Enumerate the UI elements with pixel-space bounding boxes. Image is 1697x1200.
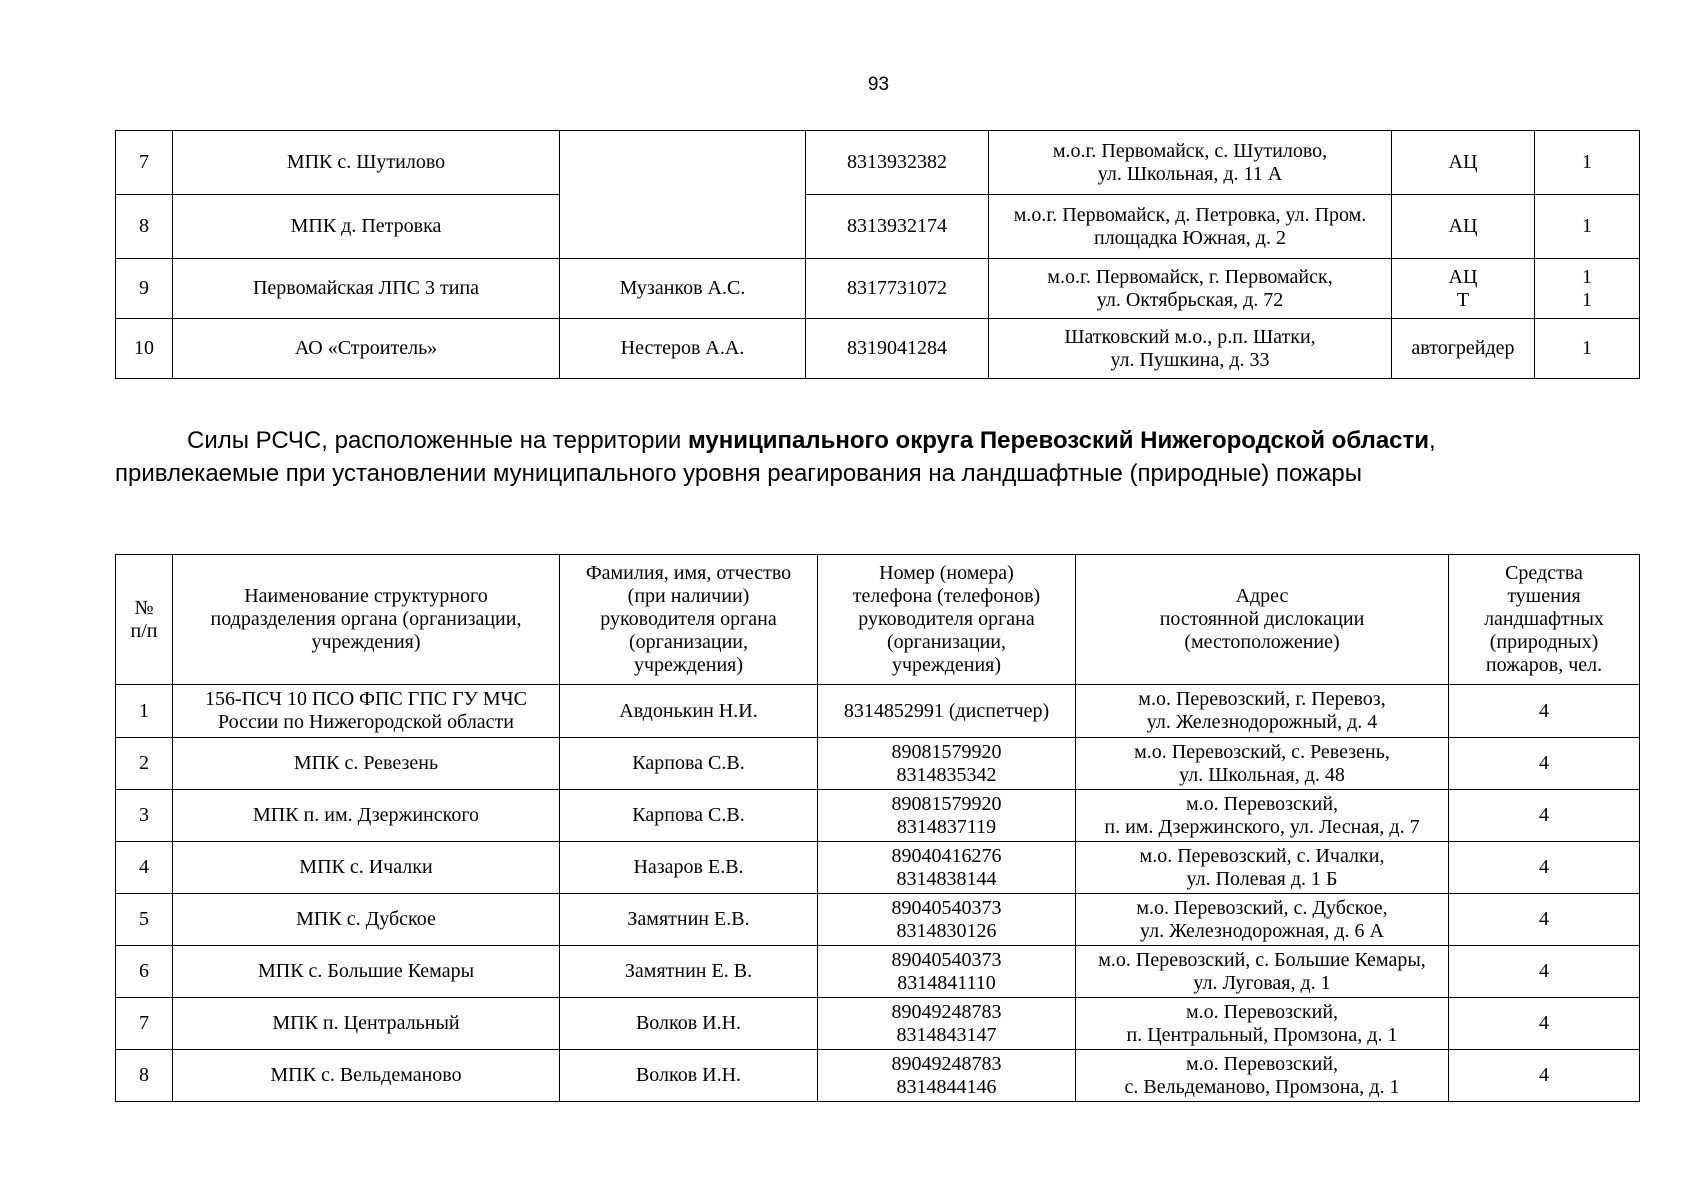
- equipment-cell: [1392, 195, 1535, 259]
- phone-number: 8314852991 (диспетчер): [843, 699, 1050, 722]
- table-header-row: [116, 555, 1640, 685]
- phone-number: 8313932174: [847, 215, 947, 237]
- equipment-type: АЦ: [1448, 265, 1478, 288]
- unit-name: МПК п. Центральный: [173, 998, 560, 1050]
- phone-cell: [818, 946, 1076, 998]
- phone-cell: [818, 894, 1076, 946]
- means-count: 4: [1449, 738, 1640, 790]
- count-cell: [1535, 259, 1640, 319]
- address-line: ул. Школьная, д. 11 А: [1097, 162, 1283, 185]
- address-line: м.о. Перевозский, с. Дубское,: [1136, 896, 1388, 919]
- equipment-cell: [1392, 319, 1535, 379]
- phone-cell: [818, 738, 1076, 790]
- address-line: м.о.г. Первомайск, д. Петровка, ул. Пром.: [1013, 203, 1367, 226]
- equipment-count: 1: [1582, 288, 1592, 311]
- equipment-type: Т: [1456, 288, 1470, 311]
- means-count: 4: [1449, 894, 1640, 946]
- address-line: ул. Железнодорожная, д. 6 А: [1140, 919, 1384, 942]
- section-heading: [115, 424, 1639, 490]
- phone-cell: [818, 998, 1076, 1050]
- heading-text: привлекаемые при установлении муниципального уровня реагирования на ландшафтные (природные) пожары: [115, 460, 1363, 487]
- head-name: Музанков А.С.: [560, 259, 806, 319]
- table-row: [116, 319, 1640, 379]
- means-count: 4: [1449, 946, 1640, 998]
- address-line: м.о.г. Первомайск, г. Первомайск,: [1047, 265, 1333, 288]
- phone-number: 8314835342: [896, 763, 997, 786]
- column-header-head-name: Фамилия, имя, отчество (при наличии) руководителя органа (организации, учреждения): [560, 555, 818, 685]
- table-row: [116, 1050, 1640, 1102]
- count-cell: [1535, 131, 1640, 195]
- head-name: Назаров Е.В.: [560, 842, 818, 894]
- means-count: 4: [1449, 842, 1640, 894]
- phone-number: 8314838144: [896, 867, 997, 890]
- means-count: 4: [1449, 998, 1640, 1050]
- means-count: 4: [1449, 685, 1640, 738]
- phone-cell: [818, 1050, 1076, 1102]
- phone-cell: [818, 685, 1076, 738]
- unit-name: МПК с. Большие Кемары: [173, 946, 560, 998]
- row-number: 8: [116, 195, 173, 259]
- column-header-number: № п/п: [116, 555, 173, 685]
- head-name: Замятнин Е. В.: [560, 946, 818, 998]
- table-row: [116, 894, 1640, 946]
- address-line: ул. Луговая, д. 1: [1193, 971, 1331, 994]
- row-number: 7: [116, 131, 173, 195]
- row-number: 6: [116, 946, 173, 998]
- phone-number: 8314841110: [897, 971, 996, 994]
- phone-number: 89081579920: [891, 740, 1002, 763]
- phone-cell: [818, 790, 1076, 842]
- row-number: 7: [116, 998, 173, 1050]
- perevoz-forces-table: [115, 554, 1640, 1102]
- equipment-type: АЦ: [1448, 151, 1478, 173]
- address-cell: [1076, 894, 1449, 946]
- table-row: [116, 790, 1640, 842]
- address-line: ул. Железнодорожный, д. 4: [1146, 711, 1378, 733]
- equipment-count: 1: [1582, 151, 1592, 173]
- unit-name: МПК с. Ревезень: [173, 738, 560, 790]
- address-cell: [1076, 842, 1449, 894]
- table-row: [116, 946, 1640, 998]
- head-name: Карпова С.В.: [560, 738, 818, 790]
- phone-number: 8314837119: [896, 815, 997, 838]
- address-cell: [1076, 685, 1449, 738]
- row-number: 4: [116, 842, 173, 894]
- phone-cell: [806, 259, 989, 319]
- unit-name: МПК с. Шутилово: [173, 131, 560, 195]
- unit-name: МПК п. им. Дзержинского: [173, 790, 560, 842]
- equipment-count: 1: [1582, 265, 1592, 288]
- address-line: ул. Октябрьская, д. 72: [1096, 288, 1284, 311]
- head-name: Карпова С.В.: [560, 790, 818, 842]
- address-line: ул. Школьная, д. 48: [1179, 763, 1345, 786]
- head-name: Нестеров А.А.: [560, 319, 806, 379]
- address-line: м.о.г. Первомайск, с. Шутилово,: [1052, 139, 1328, 162]
- address-cell: [989, 131, 1392, 195]
- address-line: с. Вельдеманово, Промзона, д. 1: [1124, 1075, 1400, 1098]
- table-row: [116, 738, 1640, 790]
- equipment-cell: [1392, 259, 1535, 319]
- heading-bold-text: муниципального округа Перевозский Нижегородской области: [687, 427, 1430, 454]
- table-row: [116, 259, 1640, 319]
- phone-number: 8313932382: [847, 151, 947, 173]
- unit-name: 156-ПСЧ 10 ПСО ФПС ГПС ГУ МЧС России по Нижегородской области: [173, 685, 560, 738]
- phone-number: 89049248783: [891, 1052, 1002, 1075]
- equipment-count: 1: [1582, 215, 1592, 237]
- equipment-type: АЦ: [1448, 215, 1478, 237]
- address-line: Шатковский м.о., р.п. Шатки,: [1064, 325, 1316, 348]
- address-cell: [1076, 790, 1449, 842]
- column-header-phone: Номер (номера) телефона (телефонов) руководителя органа (организации, учреждения): [818, 555, 1076, 685]
- phone-number: 89040540373: [891, 948, 1002, 971]
- unit-name: МПК с. Вельдеманово: [173, 1050, 560, 1102]
- table-row: [116, 998, 1640, 1050]
- address-cell: [989, 195, 1392, 259]
- phone-cell: [806, 195, 989, 259]
- row-number: 10: [116, 319, 173, 379]
- page-number: 93: [867, 74, 890, 95]
- address-line: площадка Южная, д. 2: [1093, 226, 1286, 249]
- address-cell: [1076, 738, 1449, 790]
- phone-number: 8314844146: [896, 1075, 997, 1098]
- column-header-means: Средства тушения ландшафтных (природных) пожаров, чел.: [1449, 555, 1640, 685]
- address-cell: [1076, 1050, 1449, 1102]
- address-line: п. Центральный, Промзона, д. 1: [1126, 1023, 1398, 1046]
- equipment-count: 1: [1582, 337, 1592, 359]
- phone-cell: [818, 842, 1076, 894]
- count-cell: [1535, 319, 1640, 379]
- address-line: м.о. Перевозский,: [1185, 1052, 1339, 1075]
- phone-number: 8314843147: [896, 1023, 997, 1046]
- means-count: 4: [1449, 790, 1640, 842]
- address-cell: [1076, 946, 1449, 998]
- equipment-cell: [1392, 131, 1535, 195]
- table-row: [116, 131, 1640, 195]
- address-line: п. им. Дзержинского, ул. Лесная, д. 7: [1104, 815, 1420, 838]
- means-count: 4: [1449, 1050, 1640, 1102]
- row-number: 1: [116, 685, 173, 738]
- address-line: м.о. Перевозский, г. Перевоз,: [1138, 688, 1386, 710]
- column-header-address: Адрес постоянной дислокации (местоположение): [1076, 555, 1449, 685]
- address-cell: [989, 259, 1392, 319]
- head-name: Авдонькин Н.И.: [560, 685, 818, 738]
- heading-text: Силы РСЧС, расположенные на территории: [187, 427, 688, 454]
- phone-number: 89040416276: [891, 844, 1002, 867]
- head-name: Волков И.Н.: [560, 1050, 818, 1102]
- row-number: 8: [116, 1050, 173, 1102]
- row-number: 9: [116, 259, 173, 319]
- address-cell: [989, 319, 1392, 379]
- unit-name: МПК д. Петровка: [173, 195, 560, 259]
- phone-number: 89081579920: [891, 792, 1002, 815]
- table-row: [116, 685, 1640, 738]
- head-name: Замятнин Е.В.: [560, 894, 818, 946]
- address-line: м.о. Перевозский, с. Ревезень,: [1134, 740, 1390, 763]
- row-number: 2: [116, 738, 173, 790]
- column-header-unit-name: Наименование структурного подразделения органа (организации, учреждения): [173, 555, 560, 685]
- phone-number: 89049248783: [891, 1000, 1002, 1023]
- equipment-type: автогрейдер: [1411, 337, 1515, 359]
- address-line: м.о. Перевозский, с. Ичалки,: [1139, 844, 1385, 867]
- head-name: [560, 131, 806, 259]
- address-line: ул. Полевая д. 1 Б: [1186, 867, 1338, 890]
- unit-name: МПК с. Ичалки: [173, 842, 560, 894]
- table-row: [116, 195, 1640, 259]
- count-cell: [1535, 195, 1640, 259]
- table-row: [116, 842, 1640, 894]
- heading-text: ,: [1429, 427, 1436, 454]
- address-line: ул. Пушкина, д. 33: [1110, 348, 1270, 371]
- phone-number: 8314830126: [896, 919, 997, 942]
- phone-number: 8317731072: [847, 277, 947, 299]
- phone-cell: [806, 131, 989, 195]
- unit-name: Первомайская ЛПС 3 типа: [173, 259, 560, 319]
- unit-name: АО «Строитель»: [173, 319, 560, 379]
- row-number: 3: [116, 790, 173, 842]
- row-number: 5: [116, 894, 173, 946]
- phone-cell: [806, 319, 989, 379]
- address-cell: [1076, 998, 1449, 1050]
- address-line: м.о. Перевозский, с. Большие Кемары,: [1098, 948, 1426, 971]
- unit-name: МПК с. Дубское: [173, 894, 560, 946]
- address-line: м.о. Перевозский,: [1185, 1000, 1339, 1023]
- pervomaisk-forces-table-continued: [115, 130, 1640, 379]
- phone-number: 89040540373: [891, 896, 1002, 919]
- address-line: м.о. Перевозский,: [1185, 792, 1339, 815]
- phone-number: 8319041284: [847, 337, 947, 359]
- head-name: Волков И.Н.: [560, 998, 818, 1050]
